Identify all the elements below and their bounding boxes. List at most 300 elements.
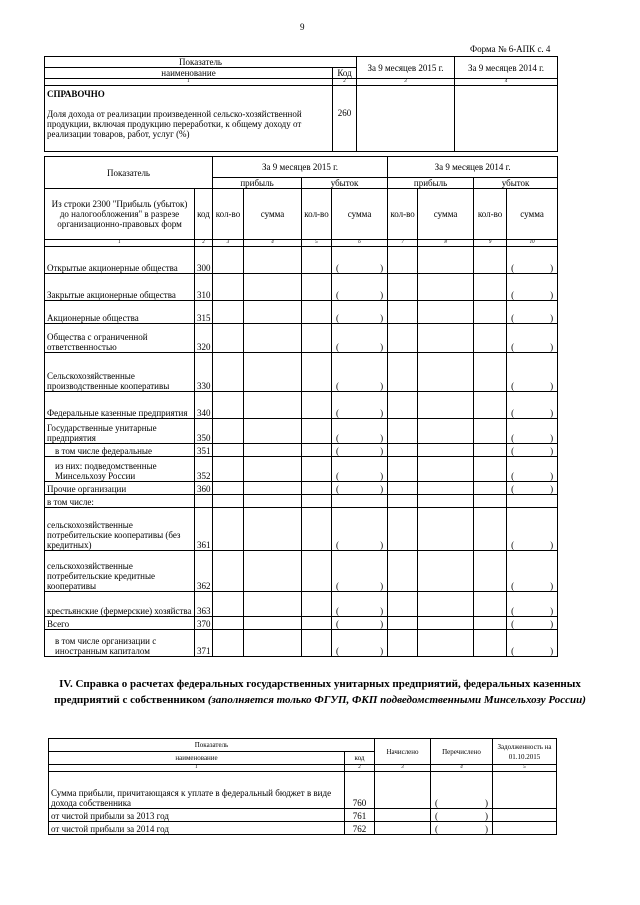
- sum-header: сумма: [418, 189, 474, 240]
- count-cell[interactable]: [388, 508, 418, 551]
- count-cell[interactable]: [388, 419, 418, 444]
- open-paren: (: [511, 484, 515, 494]
- sum-cell[interactable]: [332, 592, 388, 617]
- row-code: 351: [195, 444, 213, 457]
- sum-cell[interactable]: [244, 324, 302, 353]
- count-cell[interactable]: [388, 353, 418, 392]
- parentheses: [334, 484, 385, 494]
- sum-cell[interactable]: [507, 324, 558, 353]
- count-cell[interactable]: [213, 508, 244, 551]
- page-number: 9: [300, 22, 305, 32]
- sum-cell[interactable]: [418, 508, 474, 551]
- open-paren: (: [511, 646, 515, 656]
- count-cell[interactable]: [213, 301, 244, 324]
- open-paren: (: [511, 342, 515, 352]
- count-cell[interactable]: [388, 617, 418, 630]
- indicator-header: Показатель: [45, 157, 213, 189]
- row-label: Прочие организации: [45, 482, 195, 495]
- count-cell[interactable]: [388, 482, 418, 495]
- count-cell[interactable]: [302, 324, 332, 353]
- parentheses: [509, 484, 555, 494]
- reference-text: Доля дохода от реализации произведенной сельско-хозяйственной продукции, включая продукцию переработки, к общему доходу от реализации товаров, работ, услуг (%): [47, 109, 302, 139]
- row-label: от чистой прибыли за 2013 год: [49, 809, 345, 822]
- count-cell[interactable]: [213, 247, 244, 274]
- debt-cell[interactable]: [493, 809, 557, 822]
- col-num: 4: [244, 240, 302, 247]
- sum-cell[interactable]: [431, 809, 493, 822]
- parentheses: [509, 263, 555, 273]
- sum-cell[interactable]: [332, 301, 388, 324]
- count-cell[interactable]: [474, 457, 507, 482]
- row-label: Всего: [45, 617, 195, 630]
- sum-cell[interactable]: [418, 630, 474, 657]
- sum-cell[interactable]: [418, 324, 474, 353]
- sum-cell[interactable]: [332, 551, 388, 592]
- open-paren: (: [511, 263, 515, 273]
- sum-cell[interactable]: [418, 301, 474, 324]
- table-row: [49, 822, 557, 835]
- count-cell[interactable]: [388, 551, 418, 592]
- col-num: 7: [388, 240, 418, 247]
- row-label: Федеральные казенные предприятия: [45, 392, 195, 419]
- parentheses: [509, 446, 555, 456]
- col-num: 1: [49, 765, 345, 772]
- sum-cell[interactable]: [431, 822, 493, 835]
- count-cell[interactable]: [302, 617, 332, 630]
- parentheses: [334, 433, 385, 443]
- count-cell[interactable]: [388, 247, 418, 274]
- open-paren: (: [336, 381, 340, 391]
- parentheses: [334, 606, 385, 616]
- table-row: [45, 301, 558, 324]
- profit-loss-table: [44, 156, 558, 657]
- col-num: 2: [345, 765, 375, 772]
- col-num: 2: [333, 79, 357, 86]
- count-cell[interactable]: [388, 392, 418, 419]
- sum-cell[interactable]: [507, 419, 558, 444]
- count-cell[interactable]: [302, 444, 332, 457]
- sum-cell[interactable]: [244, 551, 302, 592]
- sum-cell[interactable]: [332, 444, 388, 457]
- col-num: 5: [493, 765, 557, 772]
- sum-cell[interactable]: [332, 482, 388, 495]
- open-paren: (: [511, 619, 515, 629]
- period-2015-header: За 9 месяцев 2015 г.: [357, 57, 455, 79]
- count-cell[interactable]: [213, 419, 244, 444]
- sum-cell[interactable]: [332, 617, 388, 630]
- sum-cell[interactable]: [418, 392, 474, 419]
- sum-cell[interactable]: [418, 551, 474, 592]
- open-paren: (: [336, 313, 340, 323]
- count-cell[interactable]: [474, 324, 507, 353]
- indicator-header: Показатель: [49, 739, 375, 752]
- sum-cell[interactable]: [332, 630, 388, 657]
- open-paren: (: [511, 581, 515, 591]
- count-cell[interactable]: [388, 495, 418, 508]
- count-header: кол-во: [388, 189, 418, 240]
- sum-cell[interactable]: [332, 419, 388, 444]
- close-paren: ): [380, 484, 384, 494]
- count-cell[interactable]: [302, 419, 332, 444]
- sum-cell[interactable]: [244, 495, 302, 508]
- row-code: 371: [195, 630, 213, 657]
- sum-cell[interactable]: [418, 482, 474, 495]
- count-cell[interactable]: [474, 551, 507, 592]
- value-cell[interactable]: [455, 86, 558, 152]
- count-cell[interactable]: [302, 630, 332, 657]
- sum-cell[interactable]: [507, 301, 558, 324]
- sum-cell[interactable]: [244, 419, 302, 444]
- debt-cell[interactable]: [493, 822, 557, 835]
- row-label: в том числе:: [45, 495, 195, 508]
- row-code: 350: [195, 419, 213, 444]
- name-header: наименование: [49, 752, 345, 765]
- row-code: 340: [195, 392, 213, 419]
- close-paren: ): [380, 290, 384, 300]
- open-paren: (: [336, 619, 340, 629]
- count-cell[interactable]: [388, 444, 418, 457]
- col-num: 5: [302, 240, 332, 247]
- sum-cell[interactable]: [507, 482, 558, 495]
- count-cell[interactable]: [474, 592, 507, 617]
- count-cell[interactable]: [302, 247, 332, 274]
- profit-header: прибыль: [388, 178, 474, 189]
- row-label: Акционерные общества: [45, 301, 195, 324]
- count-cell[interactable]: [213, 551, 244, 592]
- table-row: [45, 495, 558, 508]
- open-paren: (: [435, 824, 438, 834]
- row-code: 361: [195, 508, 213, 551]
- sum-cell[interactable]: [244, 444, 302, 457]
- count-cell[interactable]: [474, 392, 507, 419]
- count-cell[interactable]: [474, 247, 507, 274]
- sum-cell[interactable]: [244, 482, 302, 495]
- budget-settlement-table: [48, 738, 557, 835]
- row-code: 320: [195, 324, 213, 353]
- open-paren: (: [336, 471, 340, 481]
- table-row: [49, 772, 557, 809]
- sum-cell[interactable]: [507, 457, 558, 482]
- reference-table: [44, 56, 558, 152]
- sum-cell[interactable]: [507, 617, 558, 630]
- open-paren: (: [511, 446, 515, 456]
- close-paren: ): [380, 342, 384, 352]
- count-cell[interactable]: [474, 444, 507, 457]
- col-num: 3: [357, 79, 455, 86]
- count-cell[interactable]: [302, 392, 332, 419]
- open-paren: (: [511, 381, 515, 391]
- row-code: 761: [345, 809, 375, 822]
- close-paren: ): [380, 471, 384, 481]
- count-cell[interactable]: [213, 353, 244, 392]
- count-cell[interactable]: [302, 482, 332, 495]
- count-cell[interactable]: [213, 482, 244, 495]
- count-cell[interactable]: [474, 630, 507, 657]
- accrued-cell[interactable]: [375, 809, 431, 822]
- open-paren: (: [511, 313, 515, 323]
- parentheses: [334, 540, 385, 550]
- debt-header: Задолженность на 01.10.2015: [493, 739, 557, 765]
- sum-cell[interactable]: [507, 551, 558, 592]
- col-num: 1: [45, 79, 333, 86]
- count-cell[interactable]: [302, 551, 332, 592]
- close-paren: ): [550, 619, 554, 629]
- loss-header: убыток: [302, 178, 388, 189]
- transferred-header: Перечислено: [431, 739, 493, 765]
- close-paren: ): [380, 313, 384, 323]
- row-code: 300: [195, 247, 213, 274]
- row-code: 352: [195, 457, 213, 482]
- close-paren: ): [550, 484, 554, 494]
- row-code: 315: [195, 301, 213, 324]
- row-label: Закрытые акционерные общества: [45, 274, 195, 301]
- sum-header: сумма: [244, 189, 302, 240]
- count-cell[interactable]: [213, 630, 244, 657]
- open-paren: (: [336, 646, 340, 656]
- loss-header: убыток: [474, 178, 558, 189]
- open-paren: (: [336, 446, 340, 456]
- count-cell[interactable]: [388, 457, 418, 482]
- parentheses: [334, 408, 385, 418]
- sum-cell[interactable]: [418, 495, 474, 508]
- sum-cell[interactable]: [332, 353, 388, 392]
- row-label: от чистой прибыли за 2014 год: [49, 822, 345, 835]
- count-cell[interactable]: [213, 444, 244, 457]
- count-cell[interactable]: [213, 457, 244, 482]
- sum-cell[interactable]: [431, 772, 493, 809]
- count-cell[interactable]: [388, 630, 418, 657]
- form-label: Форма № 6-АПК с. 4: [470, 44, 551, 54]
- table-row: [45, 247, 558, 274]
- close-paren: ): [380, 408, 384, 418]
- parentheses: [334, 619, 385, 629]
- count-cell[interactable]: [213, 392, 244, 419]
- row-code: 310: [195, 274, 213, 301]
- period-2014-header: За 9 месяцев 2014 г.: [455, 57, 558, 79]
- sum-cell[interactable]: [418, 419, 474, 444]
- parentheses: [334, 313, 385, 323]
- indicator-header: Показатель: [45, 57, 357, 68]
- row-label: сельскохозяйственные потребительские кооперативы (без кредитных): [45, 508, 195, 551]
- sum-cell[interactable]: [332, 274, 388, 301]
- sum-header: сумма: [507, 189, 558, 240]
- col-num: 4: [455, 79, 558, 86]
- count-cell[interactable]: [474, 353, 507, 392]
- col-num: 9: [474, 240, 507, 247]
- sum-cell[interactable]: [332, 508, 388, 551]
- row-code: 370: [195, 617, 213, 630]
- parentheses: [509, 619, 555, 629]
- col-num: 8: [418, 240, 474, 247]
- count-cell[interactable]: [388, 274, 418, 301]
- sum-cell[interactable]: [332, 457, 388, 482]
- sum-cell[interactable]: [332, 324, 388, 353]
- parentheses: [433, 811, 490, 821]
- sum-cell[interactable]: [507, 353, 558, 392]
- parentheses: [509, 581, 555, 591]
- sum-cell[interactable]: [244, 274, 302, 301]
- count-cell[interactable]: [474, 274, 507, 301]
- parentheses: [509, 540, 555, 550]
- sum-cell[interactable]: [418, 592, 474, 617]
- parentheses: [334, 581, 385, 591]
- close-paren: ): [550, 446, 554, 456]
- sum-cell[interactable]: [332, 392, 388, 419]
- count-cell[interactable]: [474, 508, 507, 551]
- col-num: 6: [332, 240, 388, 247]
- open-paren: (: [336, 484, 340, 494]
- sum-cell[interactable]: [244, 392, 302, 419]
- count-header: кол-во: [213, 189, 244, 240]
- close-paren: ): [485, 824, 488, 834]
- close-paren: ): [550, 263, 554, 273]
- close-paren: ): [550, 433, 554, 443]
- sum-cell[interactable]: [244, 508, 302, 551]
- table-row: [45, 482, 558, 495]
- count-cell[interactable]: [474, 495, 507, 508]
- sum-cell[interactable]: [507, 592, 558, 617]
- open-paren: (: [511, 606, 515, 616]
- sum-cell[interactable]: [507, 508, 558, 551]
- count-cell[interactable]: [213, 592, 244, 617]
- count-cell[interactable]: [302, 592, 332, 617]
- sum-cell[interactable]: [418, 617, 474, 630]
- row-code: 760: [345, 772, 375, 809]
- section-heading-italic: (заполняется только ФГУП, ФКП подведомственными Минсельхозу России): [207, 694, 586, 706]
- close-paren: ): [550, 606, 554, 616]
- value-cell[interactable]: [357, 86, 455, 152]
- table-row: [45, 457, 558, 482]
- sum-cell[interactable]: [507, 392, 558, 419]
- count-cell[interactable]: [388, 301, 418, 324]
- count-cell[interactable]: [302, 457, 332, 482]
- col-num: 4: [431, 765, 493, 772]
- open-paren: (: [511, 433, 515, 443]
- count-cell[interactable]: [388, 592, 418, 617]
- close-paren: ): [550, 381, 554, 391]
- row-code: [195, 495, 213, 508]
- row-code: 330: [195, 353, 213, 392]
- debt-cell[interactable]: [493, 772, 557, 809]
- table-row: [45, 353, 558, 392]
- close-paren: ): [550, 313, 554, 323]
- sum-header: сумма: [332, 189, 388, 240]
- sum-cell[interactable]: [244, 617, 302, 630]
- sum-cell[interactable]: [418, 247, 474, 274]
- close-paren: ): [550, 408, 554, 418]
- count-cell[interactable]: [474, 301, 507, 324]
- parentheses: [334, 646, 385, 656]
- row-label: Сельскохозяйственные производственные кооперативы: [45, 353, 195, 392]
- count-cell[interactable]: [213, 274, 244, 301]
- open-paren: (: [336, 540, 340, 550]
- count-cell[interactable]: [213, 617, 244, 630]
- row-code: 360: [195, 482, 213, 495]
- open-paren: (: [511, 290, 515, 300]
- count-cell[interactable]: [213, 495, 244, 508]
- sum-cell[interactable]: [507, 444, 558, 457]
- close-paren: ): [380, 619, 384, 629]
- sum-cell[interactable]: [507, 247, 558, 274]
- open-paren: (: [336, 290, 340, 300]
- row-label: в том числе федеральные: [45, 444, 195, 457]
- reference-title: СПРАВОЧНО: [47, 89, 105, 99]
- profit-header: прибыль: [213, 178, 302, 189]
- table-row: [45, 392, 558, 419]
- sum-cell[interactable]: [244, 247, 302, 274]
- sum-cell[interactable]: [507, 274, 558, 301]
- reference-code: 260: [333, 86, 357, 152]
- count-cell[interactable]: [302, 508, 332, 551]
- sum-cell[interactable]: [244, 630, 302, 657]
- accrued-cell[interactable]: [375, 822, 431, 835]
- sum-cell[interactable]: [332, 247, 388, 274]
- open-paren: (: [336, 606, 340, 616]
- table-row: [45, 324, 558, 353]
- parentheses: [334, 290, 385, 300]
- sum-cell[interactable]: [244, 301, 302, 324]
- sum-cell[interactable]: [507, 630, 558, 657]
- row-header: Из строки 2300 "Прибыль (убыток) до налогообложения" в разрезе организационно-правовых форм: [45, 189, 195, 240]
- sum-cell[interactable]: [244, 457, 302, 482]
- sum-cell[interactable]: [507, 495, 558, 508]
- count-cell[interactable]: [474, 419, 507, 444]
- sum-cell[interactable]: [418, 444, 474, 457]
- open-paren: (: [336, 263, 340, 273]
- close-paren: ): [485, 798, 488, 808]
- close-paren: ): [550, 581, 554, 591]
- parentheses: [334, 342, 385, 352]
- count-cell[interactable]: [302, 495, 332, 508]
- sum-cell[interactable]: [244, 592, 302, 617]
- table-row: [45, 630, 558, 657]
- close-paren: ): [550, 646, 554, 656]
- count-cell[interactable]: [474, 482, 507, 495]
- close-paren: ): [380, 606, 384, 616]
- count-cell[interactable]: [474, 617, 507, 630]
- count-cell[interactable]: [302, 353, 332, 392]
- count-cell[interactable]: [302, 301, 332, 324]
- parentheses: [509, 433, 555, 443]
- parentheses: [509, 313, 555, 323]
- parentheses: [509, 471, 555, 481]
- name-header: наименование: [45, 68, 333, 79]
- open-paren: (: [511, 471, 515, 481]
- sum-cell[interactable]: [418, 353, 474, 392]
- parentheses: [509, 290, 555, 300]
- sum-cell[interactable]: [244, 353, 302, 392]
- table-row: [45, 551, 558, 592]
- accrued-cell[interactable]: [375, 772, 431, 809]
- parentheses: [509, 381, 555, 391]
- close-paren: ): [485, 811, 488, 821]
- count-cell[interactable]: [302, 274, 332, 301]
- sum-cell[interactable]: [418, 457, 474, 482]
- parentheses: [509, 408, 555, 418]
- sum-cell[interactable]: [418, 274, 474, 301]
- parentheses: [509, 606, 555, 616]
- count-cell[interactable]: [388, 324, 418, 353]
- count-cell[interactable]: [213, 324, 244, 353]
- code-header: код: [345, 752, 375, 765]
- sum-cell[interactable]: [332, 495, 388, 508]
- code-header: Код: [333, 68, 357, 79]
- parentheses: [334, 263, 385, 273]
- row-label: из них: подведомственные Минсельхозу России: [45, 457, 195, 482]
- close-paren: ): [380, 433, 384, 443]
- parentheses: [433, 824, 490, 834]
- open-paren: (: [336, 408, 340, 418]
